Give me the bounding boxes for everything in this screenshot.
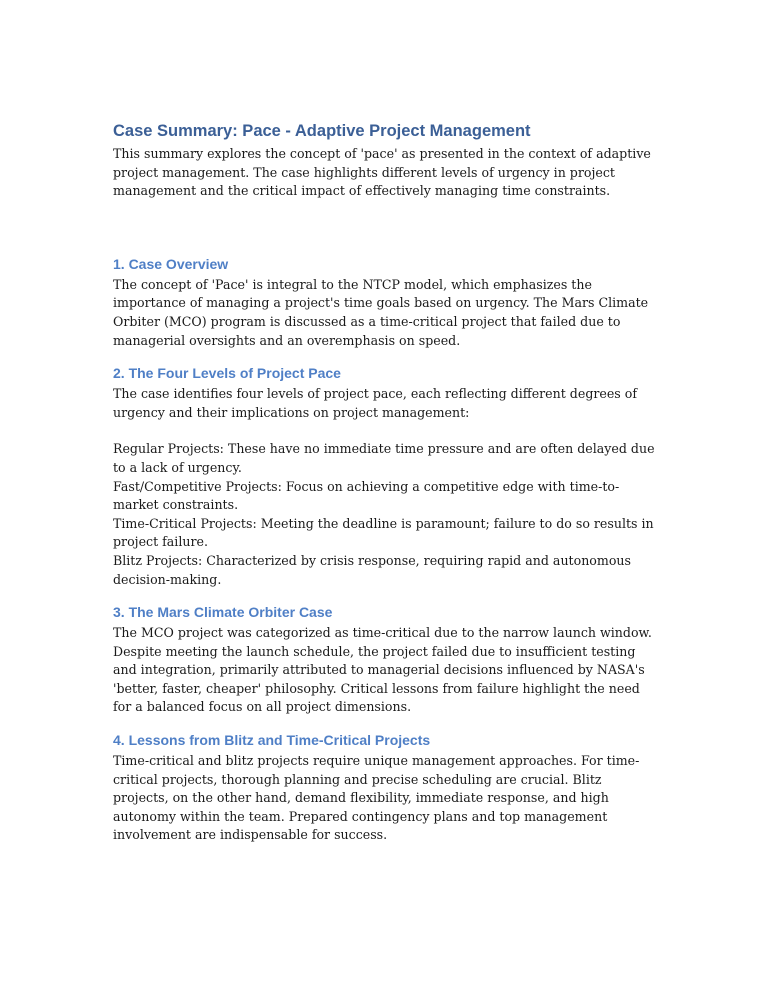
section-body: Time-critical and blitz projects require unique management approaches. For time-critical projects, thorough planning and precise scheduling are crucial. Blitz projects, on the other hand, demand flexibility, immediate response, and high autonomy within the team. Prepared contingency plans and top management involvement are indispensable for success. bbox=[113, 753, 640, 843]
list-item: Time-Critical Projects: Meeting the deadline is paramount; failure to do so results in project failure. bbox=[113, 515, 654, 550]
section-four-levels bbox=[113, 364, 658, 589]
section-mco-case bbox=[113, 603, 658, 717]
list-item: Fast/Competitive Projects: Focus on achieving a competitive edge with time-to-market constraints. bbox=[113, 478, 620, 513]
section-lessons bbox=[113, 731, 658, 845]
document-page bbox=[113, 121, 658, 859]
list-item: Blitz Projects: Characterized by crisis response, requiring rapid and autonomous decision-making. bbox=[113, 552, 631, 587]
section-heading: 3. The Mars Climate Orbiter Case bbox=[113, 604, 333, 621]
section-heading: 4. Lessons from Blitz and Time-Critical Projects bbox=[113, 732, 431, 749]
section-heading: 2. The Four Levels of Project Pace bbox=[113, 365, 341, 382]
section-body: The concept of 'Pace' is integral to the NTCP model, which emphasizes the importance of managing a project's time goals based on urgency. The Mars Climate Orbiter (MCO) program is discussed as a time-critical project that failed due to managerial oversights and an overemphasis on speed. bbox=[113, 276, 649, 348]
pace-levels-list bbox=[113, 440, 658, 589]
section-body: The case identifies four levels of project pace, each reflecting different degrees of urgency and their implications on project management: bbox=[113, 386, 638, 420]
document-title: Case Summary: Pace - Adaptive Project Management bbox=[113, 122, 531, 140]
section-heading: 1. Case Overview bbox=[113, 255, 229, 272]
intro-paragraph: This summary explores the concept of 'pace' as presented in the context of adaptive project management. The case highlights different levels of urgency in project management and the critical impact of effectively managing time constraints. bbox=[113, 146, 651, 199]
section-body: The MCO project was categorized as time-critical due to the narrow launch window. Despite meeting the launch schedule, the project failed due to insufficient testing and integration, primarily attributed to managerial decisions influenced by NASA's 'better, faster, cheaper' philosophy. Critical lessons from failure highlight the need for a balanced focus on all project dimensions. bbox=[113, 625, 652, 715]
section-case-overview bbox=[113, 255, 658, 350]
list-item: Regular Projects: These have no immediate time pressure and are often delayed due to a lack of urgency. bbox=[113, 441, 655, 475]
